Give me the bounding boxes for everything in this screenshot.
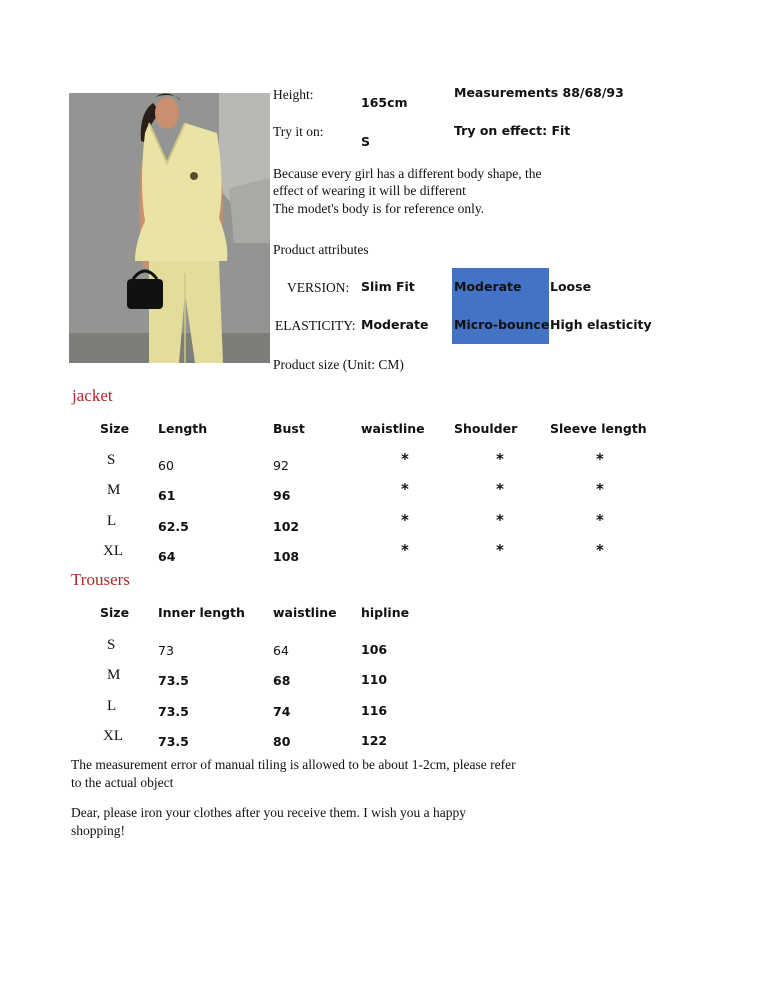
trousers-inner-length: 73 bbox=[158, 643, 174, 658]
measurements-line bbox=[454, 85, 624, 100]
trousers-header-inner-length: Inner length bbox=[158, 605, 245, 620]
trousers-size: M bbox=[107, 667, 121, 683]
trousers-hipline: 116 bbox=[361, 703, 388, 718]
table-row bbox=[0, 543, 759, 565]
jacket-header-sleeve-length: Sleeve length bbox=[550, 421, 647, 436]
jacket-waistline: * bbox=[401, 541, 409, 559]
jacket-bust: 96 bbox=[273, 488, 291, 503]
trousers-hipline: 122 bbox=[361, 733, 388, 748]
trousers-size: S bbox=[107, 637, 116, 653]
product-photo bbox=[69, 93, 270, 363]
jacket-size: M bbox=[107, 482, 121, 498]
try-label: Try it on: bbox=[273, 124, 324, 139]
jacket-shoulder: * bbox=[496, 480, 504, 498]
measurements-value: 88/68/93 bbox=[562, 85, 624, 100]
jacket-header-waistline: waistline bbox=[361, 421, 425, 436]
elasticity-option-high-elasticity: High elasticity bbox=[550, 317, 652, 332]
jacket-bust: 108 bbox=[273, 549, 300, 564]
trousers-title: Trousers bbox=[71, 570, 130, 589]
jacket-waistline: * bbox=[401, 450, 409, 468]
jacket-bust: 102 bbox=[273, 519, 300, 534]
trousers-waistline: 74 bbox=[273, 704, 291, 719]
measurements-label: Measurements bbox=[454, 85, 559, 100]
trousers-header-size: Size bbox=[100, 605, 130, 620]
jacket-length: 64 bbox=[158, 549, 176, 564]
product-photo-icon bbox=[69, 93, 270, 363]
elasticity-label: ELASTICITY: bbox=[275, 318, 356, 333]
jacket-shoulder: * bbox=[496, 541, 504, 559]
jacket-header-shoulder: Shoulder bbox=[454, 421, 518, 436]
jacket-sleeve-length: * bbox=[596, 480, 604, 498]
error-note-line-1: The measurement error of manual tiling is allowed to be about 1-2cm, please refer bbox=[71, 757, 516, 772]
table-row bbox=[0, 667, 759, 689]
height-label: Height: bbox=[273, 87, 314, 102]
version-option-moderate: Moderate bbox=[454, 279, 522, 294]
jacket-header-row bbox=[0, 421, 759, 443]
jacket-shoulder: * bbox=[496, 450, 504, 468]
table-row bbox=[0, 513, 759, 535]
note-line-1: Because every girl has a different body shape, the bbox=[273, 166, 542, 181]
table-row bbox=[0, 452, 759, 474]
elasticity-option-moderate: Moderate bbox=[361, 317, 429, 332]
size-caption: Product size (Unit: CM) bbox=[273, 357, 404, 372]
jacket-length: 60 bbox=[158, 458, 174, 473]
effect-line bbox=[454, 123, 570, 138]
jacket-waistline: * bbox=[401, 511, 409, 529]
jacket-length: 61 bbox=[158, 488, 176, 503]
jacket-sleeve-length: * bbox=[596, 511, 604, 529]
height-value: 165cm bbox=[361, 95, 408, 110]
jacket-header-bust: Bust bbox=[273, 421, 305, 436]
attributes-title: Product attributes bbox=[273, 242, 369, 257]
table-row bbox=[0, 698, 759, 720]
jacket-sleeve-length: * bbox=[596, 450, 604, 468]
iron-note-line-2: shopping! bbox=[71, 823, 125, 838]
trousers-inner-length: 73.5 bbox=[158, 734, 189, 749]
table-row bbox=[0, 482, 759, 504]
trousers-size: XL bbox=[103, 728, 123, 744]
trousers-waistline: 64 bbox=[273, 643, 289, 658]
trousers-hipline: 110 bbox=[361, 672, 388, 687]
version-option-loose: Loose bbox=[550, 279, 592, 294]
table-row bbox=[0, 637, 759, 659]
jacket-size: XL bbox=[103, 543, 123, 559]
jacket-waistline: * bbox=[401, 480, 409, 498]
jacket-bust: 92 bbox=[273, 458, 289, 473]
jacket-header-size: Size bbox=[100, 421, 130, 436]
try-value: S bbox=[361, 134, 371, 149]
trousers-size: L bbox=[107, 698, 117, 714]
error-note-line-2: to the actual object bbox=[71, 775, 174, 790]
version-option-slim-fit: Slim Fit bbox=[361, 279, 415, 294]
trousers-waistline: 80 bbox=[273, 734, 291, 749]
trousers-inner-length: 73.5 bbox=[158, 673, 189, 688]
jacket-header-length: Length bbox=[158, 421, 208, 436]
version-label: VERSION: bbox=[287, 280, 350, 295]
table-row bbox=[0, 728, 759, 750]
trousers-hipline: 106 bbox=[361, 642, 388, 657]
trousers-header-hipline: hipline bbox=[361, 605, 410, 620]
effect-value: Fit bbox=[551, 123, 571, 138]
trousers-waistline: 68 bbox=[273, 673, 291, 688]
jacket-size: L bbox=[107, 513, 117, 529]
jacket-sleeve-length: * bbox=[596, 541, 604, 559]
jacket-title: jacket bbox=[72, 386, 113, 405]
jacket-size: S bbox=[107, 452, 116, 468]
jacket-shoulder: * bbox=[496, 511, 504, 529]
elasticity-option-micro-bounce: Micro-bounce bbox=[454, 317, 550, 332]
note-line-3: The modet's body is for reference only. bbox=[273, 201, 485, 216]
effect-label: Try on effect: bbox=[454, 123, 548, 138]
jacket-length: 62.5 bbox=[158, 519, 189, 534]
iron-note-line-1: Dear, please iron your clothes after you receive them. I wish you a happy bbox=[71, 805, 466, 820]
trousers-header-row bbox=[0, 605, 759, 627]
trousers-header-waistline: waistline bbox=[273, 605, 337, 620]
note-line-2: effect of wearing it will be different bbox=[273, 183, 466, 198]
trousers-inner-length: 73.5 bbox=[158, 704, 189, 719]
